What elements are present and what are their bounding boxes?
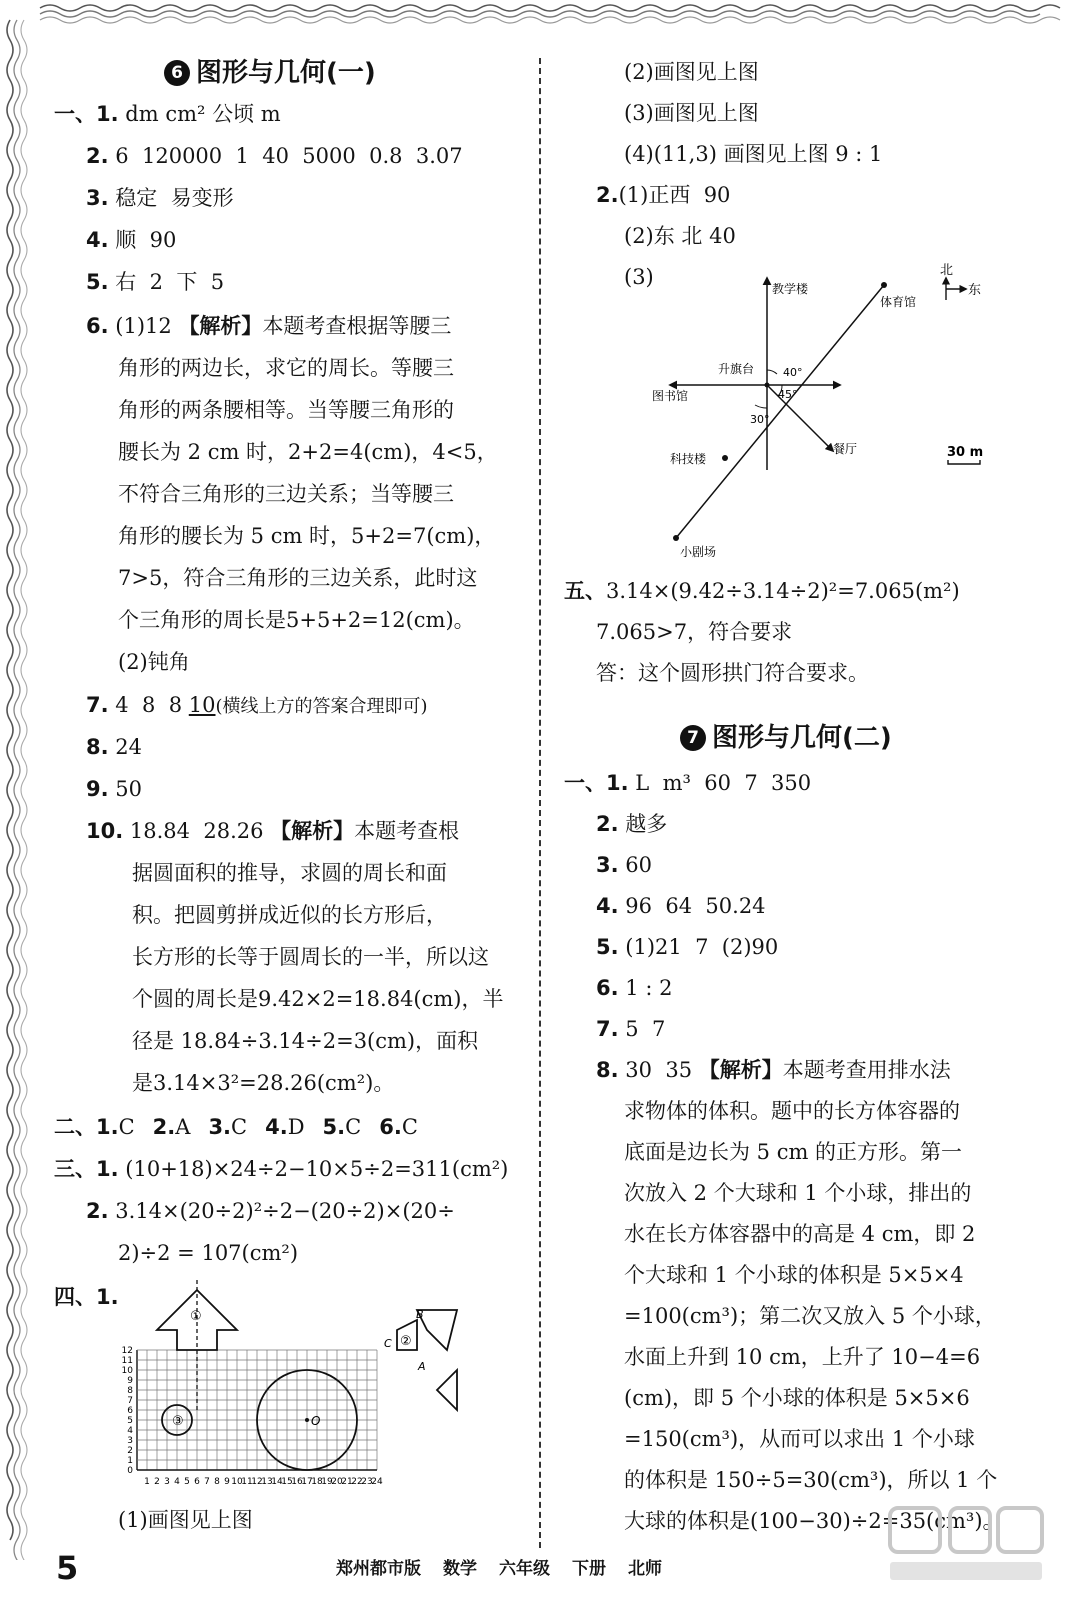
direction-map — [650, 258, 1040, 568]
x-tick-label: 24 — [371, 1477, 383, 1487]
answer-s7-1 — [564, 768, 811, 798]
item-answer: C — [345, 1115, 362, 1139]
analysis-line: 是3.14×3²=28.26(cm²)。 — [132, 1071, 395, 1095]
label-sci: 科技楼 — [670, 452, 707, 466]
answer-s7-8 — [596, 1055, 951, 1085]
analysis-line: 的体积是 150÷5=30(cm³)，所以 1 个 — [624, 1468, 998, 1492]
gym-theater-line — [676, 285, 884, 538]
label-teaching: 教学楼 — [772, 282, 809, 296]
question-label: 4. — [596, 894, 619, 918]
y-tick-labels — [122, 1346, 134, 1476]
answer-4-1-4: (4)(11,3) 画图见上图 9 : 1 — [624, 142, 883, 166]
answer-text: 6 120000 1 40 5000 0.8 3.07 — [115, 144, 463, 168]
x-tick-label: 4 — [174, 1477, 180, 1487]
x-tick-label: 19 — [321, 1477, 333, 1487]
answer-text: 4 8 8 — [115, 693, 183, 717]
y-tick-label: 7 — [127, 1396, 133, 1406]
section-number-badge: 6 — [164, 60, 190, 86]
analysis-line: 水面上升到 10 cm，上升了 10−4=6 — [624, 1345, 981, 1369]
x-tick-label: 17 — [301, 1477, 313, 1487]
label-canteen: 餐厅 — [833, 442, 858, 456]
x-tick-label: 16 — [291, 1477, 303, 1487]
answer-text: 50 — [115, 777, 143, 801]
flag-point — [765, 383, 770, 388]
label-angle-45: 45° — [778, 388, 798, 401]
watermark-logo — [880, 1490, 1050, 1590]
x-tick-label: 5 — [184, 1477, 190, 1487]
answer-text: 24 — [115, 735, 143, 759]
answer-3-2-cont: 2)÷2 = 107(cm²) — [118, 1241, 299, 1265]
top-wave-border — [0, 0, 1071, 30]
y-tick-label: 11 — [121, 1356, 133, 1366]
item-label: 6. — [379, 1115, 402, 1139]
label-two: ② — [400, 1334, 412, 1349]
answer-5 — [564, 576, 960, 606]
x-tick-label: 15 — [281, 1477, 293, 1487]
answer-4-2-3: (3) — [624, 265, 654, 289]
x-tick-label: 7 — [204, 1477, 210, 1487]
grid-lines — [137, 1350, 377, 1470]
label-library: 图书馆 — [652, 389, 689, 403]
question-label: 三、1. — [54, 1157, 119, 1181]
y-tick-label: 4 — [127, 1426, 133, 1436]
triangle-shape — [437, 1370, 457, 1410]
x-tick-label: 11 — [241, 1477, 253, 1487]
answer-2 — [54, 1112, 418, 1142]
item-answer: D — [287, 1115, 305, 1139]
answer-text: 60 — [625, 853, 653, 877]
answer-4-1-1: (1)画图见上图 — [118, 1508, 253, 1532]
question-label: 5. — [86, 270, 109, 294]
answer-1-2 — [86, 141, 463, 171]
answer-text: (1)12 — [115, 314, 172, 338]
analysis-line: 角形的两条腰相等。当等腰三角形的 — [118, 398, 454, 422]
section-number-badge: 7 — [680, 725, 706, 751]
question-label: 2. — [596, 183, 619, 207]
item-answer: C — [118, 1115, 135, 1139]
x-tick-label: 18 — [311, 1477, 323, 1487]
answer-3-2 — [86, 1196, 455, 1226]
x-tick-label: 10 — [231, 1477, 243, 1487]
angle-arc-30 — [755, 405, 767, 408]
answer-s7-3 — [596, 850, 652, 880]
label-angle-40: 40° — [783, 366, 803, 379]
answer-s7-7 — [596, 1014, 665, 1044]
y-tick-label: 5 — [127, 1416, 133, 1426]
answer-text: 越多 — [625, 812, 668, 836]
footer-publisher: 北师 — [628, 1559, 662, 1579]
question-label: 10. — [86, 819, 124, 843]
answer-4-1-2: (2)画图见上图 — [624, 60, 759, 84]
answer-text: (1)21 7 (2)90 — [625, 935, 779, 959]
question-label: 五、 — [564, 579, 606, 603]
analysis-text: 本题考查根 — [354, 819, 460, 843]
label-gym: 体育馆 — [880, 295, 917, 309]
question-label: 一、1. — [564, 771, 629, 795]
scale-label: 30 m — [947, 445, 984, 460]
answer-text: 1 : 2 — [625, 976, 673, 1000]
answer-text: (1)正西 90 — [618, 183, 731, 207]
question-label: 2. — [596, 812, 619, 836]
label-angle-30: 30° — [750, 413, 770, 426]
answer-1-9 — [86, 774, 142, 804]
circle-center-point — [305, 1418, 309, 1422]
x-tick-label: 21 — [341, 1477, 353, 1487]
label-a: A — [418, 1360, 426, 1373]
label-o: O — [311, 1414, 321, 1428]
answer-s7-5 — [596, 932, 778, 962]
answer-1-8 — [86, 732, 142, 762]
answer-1-6 — [86, 311, 451, 341]
x-tick-label: 22 — [351, 1477, 363, 1487]
answer-text: 96 64 50.24 — [625, 894, 766, 918]
analysis-line: =100(cm³)；第二次又放入 5 个小球， — [624, 1304, 996, 1328]
question-label: 8. — [86, 735, 109, 759]
analysis-line: 求物体的体积。题中的长方体容器的 — [624, 1099, 960, 1123]
answer-text: 右 2 下 5 — [115, 270, 225, 294]
answer-text: 30 35 — [625, 1058, 693, 1082]
analysis-tag: 【解析】 — [698, 1058, 783, 1082]
answer-1-4 — [86, 225, 176, 255]
item-answer: C — [401, 1115, 418, 1139]
canteen-line — [767, 385, 833, 451]
column-divider — [539, 58, 541, 1548]
page-number: 5 — [56, 1549, 79, 1587]
footer-grade: 六年级 — [499, 1559, 550, 1579]
section-title-7 — [680, 720, 892, 756]
answer-5-line3: 答：这个圆形拱门符合要求。 — [596, 661, 869, 685]
analysis-line: 7>5，符合三角形的三边关系，此时这 — [118, 566, 478, 590]
analysis-line: 径是 18.84÷3.14÷2=3(cm)，面积 — [132, 1029, 479, 1053]
analysis-line: 角形的两边长，求它的周长。等腰三 — [118, 356, 454, 380]
y-tick-label: 8 — [127, 1386, 133, 1396]
label-flag: 升旗台 — [718, 362, 755, 376]
analysis-line: 长方形的长等于圆周长的一半，所以这 — [132, 945, 489, 969]
x-tick-label: 2 — [154, 1477, 160, 1487]
analysis-line: 不符合三角形的三边关系；当等腰三 — [118, 482, 454, 506]
label-c: C — [384, 1337, 392, 1350]
answer-text: 5 7 — [625, 1017, 666, 1041]
x-tick-label: 6 — [194, 1477, 200, 1487]
x-tick-label: 20 — [331, 1477, 343, 1487]
compass-north-label: 北 — [940, 263, 954, 278]
scale-bar — [948, 460, 980, 464]
compass-icon — [946, 278, 966, 300]
x-tick-labels — [144, 1477, 383, 1487]
analysis-line: 次放入 2 个大球和 1 个小球，排出的 — [624, 1181, 972, 1205]
analysis-text: 本题考查用排水法 — [782, 1058, 951, 1082]
question-label: 四、1. — [54, 1285, 119, 1309]
y-tick-label: 3 — [127, 1436, 133, 1446]
x-tick-label: 12 — [251, 1477, 263, 1487]
answer-text: dm cm² 公顷 m — [125, 102, 281, 126]
question-label: 5. — [596, 935, 619, 959]
footer-volume: 下册 — [572, 1559, 606, 1579]
item-answer: C — [231, 1115, 248, 1139]
left-wave-border — [0, 0, 40, 1560]
footer-subject: 数学 — [443, 1559, 477, 1579]
label-three: ③ — [172, 1414, 184, 1429]
gym-point — [881, 282, 887, 288]
analysis-line: 个圆的周长是9.42×2=18.84(cm)，半 — [132, 987, 504, 1011]
y-tick-label: 12 — [121, 1346, 133, 1356]
label-one: ① — [190, 1309, 202, 1324]
question-label: 6. — [596, 976, 619, 1000]
x-tick-label: 1 — [144, 1477, 150, 1487]
analysis-line: 角形的腰长为 5 cm 时，5+2=7(cm)， — [118, 524, 496, 548]
analysis-line: 腰长为 2 cm 时，2+2=4(cm)，4<5， — [118, 440, 498, 464]
analysis-tag: 【解析】 — [178, 314, 263, 338]
x-tick-label: 9 — [224, 1477, 230, 1487]
answer-text: 顺 90 — [115, 228, 177, 252]
coordinate-grid — [116, 1275, 526, 1500]
analysis-line: 积。把圆剪拼成近似的长方形后， — [132, 903, 447, 927]
section-title-text: 图形与几何(一) — [196, 58, 376, 88]
label-theater: 小剧场 — [680, 545, 717, 559]
answer-s7-4 — [596, 891, 766, 921]
answer-4-2-1 — [596, 180, 730, 210]
answer-1-5 — [86, 267, 224, 297]
footer-edition: 郑州都市版 — [336, 1559, 421, 1579]
answer-1-1 — [54, 99, 281, 129]
answer-note: (横线上方的答案合理即可) — [215, 696, 428, 717]
y-tick-label: 6 — [127, 1406, 133, 1416]
question-label: 3. — [596, 853, 619, 877]
question-label: 一、1. — [54, 102, 119, 126]
analysis-text: 本题考查根据等腰三 — [262, 314, 452, 338]
section-title-6 — [164, 55, 376, 91]
answer-5-line2: 7.065>7，符合要求 — [596, 620, 793, 644]
analysis-tag: 【解析】 — [270, 819, 355, 843]
x-tick-label: 8 — [214, 1477, 220, 1487]
y-tick-label: 2 — [127, 1446, 133, 1456]
answer-text: 稳定 易变形 — [115, 186, 234, 210]
question-label: 3. — [86, 186, 109, 210]
analysis-line: 底面是边长为 5 cm 的正方形。第一 — [624, 1140, 963, 1164]
answer-3-1 — [54, 1154, 508, 1184]
x-tick-label: 14 — [271, 1477, 283, 1487]
analysis-line: (cm)，即 5 个小球的体积是 5×5×6 — [624, 1386, 970, 1410]
footer-info — [336, 1556, 684, 1582]
answer-text: L m³ 60 7 350 — [635, 771, 812, 795]
answer-text: (10+18)×24÷2−10×5÷2=311(cm²) — [125, 1157, 509, 1181]
item-label: 1. — [96, 1115, 119, 1139]
y-tick-label: 10 — [121, 1366, 133, 1376]
analysis-line: 个大球和 1 个小球的体积是 5×5×4 — [624, 1263, 964, 1287]
analysis-line: =150(cm³)，从而可以求出 1 个小球 — [624, 1427, 975, 1451]
underlined-answer: 10 — [188, 693, 216, 717]
answer-1-6-2: (2)钝角 — [118, 650, 190, 674]
question-label: 6. — [86, 314, 109, 338]
item-label: 2. — [152, 1115, 176, 1139]
analysis-line: 大球的体积是(100−30)÷2=35(cm³)。 — [624, 1509, 1004, 1533]
question-label: 8. — [596, 1058, 619, 1082]
y-tick-label: 1 — [127, 1456, 133, 1466]
answer-text: 18.84 28.26 — [129, 819, 264, 843]
answer-1-7 — [86, 690, 428, 722]
question-label: 二、 — [54, 1115, 96, 1139]
question-label: 7. — [86, 693, 109, 717]
compass-east-label: 东 — [968, 283, 982, 298]
question-label: 2. — [86, 144, 109, 168]
item-answer: A — [175, 1115, 191, 1139]
question-label: 7. — [596, 1017, 619, 1041]
answer-4-1-3: (3)画图见上图 — [624, 101, 759, 125]
answer-text: 3.14×(9.42÷3.14÷2)²=7.065(m²) — [606, 579, 960, 603]
label-b: B — [416, 1308, 424, 1321]
analysis-line: 据圆面积的推导，求圆的周长和面 — [132, 861, 447, 885]
y-tick-label: 0 — [127, 1466, 133, 1476]
section-title-text: 图形与几何(二) — [712, 723, 892, 753]
item-label: 3. — [208, 1115, 232, 1139]
analysis-line: 水在长方体容器中的高是 4 cm，即 2 — [624, 1222, 976, 1246]
x-tick-label: 13 — [261, 1477, 273, 1487]
item-label: 4. — [265, 1115, 288, 1139]
question-label: 2. — [86, 1199, 109, 1223]
question-label: 9. — [86, 777, 109, 801]
answer-text: 3.14×(20÷2)²÷2−(20÷2)×(20÷ — [115, 1199, 455, 1223]
y-tick-label: 9 — [127, 1376, 133, 1386]
item-label: 5. — [322, 1115, 346, 1139]
answer-4-2-2: (2)东 北 40 — [624, 224, 736, 248]
theater-point — [673, 535, 679, 541]
question-label: 4. — [86, 228, 109, 252]
angle-arc-40 — [767, 370, 777, 374]
x-tick-label: 3 — [164, 1477, 170, 1487]
answer-s7-2 — [596, 809, 667, 839]
sci-point — [722, 455, 728, 461]
answer-1-3 — [86, 183, 234, 213]
answer-s7-6 — [596, 973, 672, 1003]
x-tick-label: 23 — [361, 1477, 373, 1487]
answer-4-1-label — [54, 1282, 119, 1312]
analysis-line: 个三角形的周长是5+5+2=12(cm)。 — [118, 608, 475, 632]
answer-1-10 — [86, 816, 459, 846]
